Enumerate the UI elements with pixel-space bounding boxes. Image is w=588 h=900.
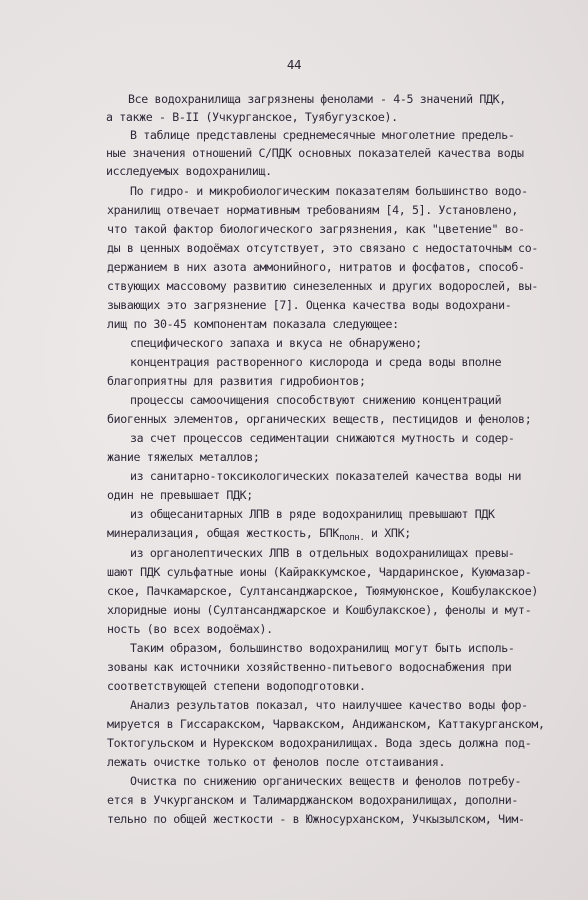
text-line: По гидро- и микробиологическим показателям большинство водо- xyxy=(130,184,528,198)
text-line: тельно по общей жесткости - в Южносурханском, Учкызылском, Чим- xyxy=(107,812,525,826)
text-line: за счет процессов седиментации снижаются мутность и содер- xyxy=(130,431,515,445)
text-line: благоприятны для развития гидробионтов; xyxy=(107,374,366,388)
text-line: соответствующей степени водоподготовки. xyxy=(107,679,366,693)
text-line: хлоридные ионы (Султансанджарское и Кошбулакское), фенолы и мут- xyxy=(107,603,532,617)
text-line: хранилищ отвечает нормативным требованиям [4, 5]. Установлено, xyxy=(107,203,519,217)
text-line: лежать очистке только от фенолов после отстаивания. xyxy=(107,755,446,769)
text-line: Все водохранилища загрязнены фенолами - 4-5 значений ПДК, xyxy=(128,92,506,106)
text-line: из органолептических ЛПВ в отдельных водохранилищах превы- xyxy=(130,546,515,560)
text-line: специфического запаха и вкуса не обнаружено; xyxy=(130,336,422,350)
text-line-with-subscript xyxy=(107,526,411,543)
text-line: из санитарно-токсикологических показателей качества воды ни xyxy=(130,469,522,483)
text-line: из общесанитарных ЛПВ в ряде водохранилищ превышают ПДК xyxy=(130,507,495,521)
text-line: Очистка по снижению органических веществ и фенолов потребу- xyxy=(130,774,522,788)
text-line: В таблице представлены среднемесячные многолетние предель- xyxy=(130,128,515,142)
text-line: ское, Пачкамарское, Султансанджарское, Тюямуюнское, Кошбулакское) xyxy=(107,584,538,598)
text-line: ные значения отношений С/ПДК основных показателей качества воды xyxy=(106,146,524,160)
page-number: 44 xyxy=(286,57,302,72)
text-line: Таким образом, большинство водохранилищ могут быть исполь- xyxy=(130,641,515,655)
text-line: а также - В-II (Учкурганское, Туябугузское). xyxy=(106,110,398,124)
text-line: зованы как источники хозяйственно-питьевого водоснабжения при xyxy=(107,660,512,674)
text-line: исследуемых водохранилищ. xyxy=(106,164,272,178)
text-line: Анализ результатов показал, что наилучшее качество воды фор- xyxy=(130,698,528,712)
text-line: Токтогульском и Нурекском водохранилищах. Вода здесь должна под- xyxy=(107,736,532,750)
text-line: ды в ценных водоёмах отсутствует, это связано с недостаточным со- xyxy=(107,241,538,255)
text-line: биогенных элементов, органических веществ, пестицидов и фенолов; xyxy=(107,412,532,426)
text-line: шают ПДК сульфатные ионы (Кайраккумское, Чардаринское, Куюмазар- xyxy=(107,565,532,579)
text-line: что такой фактор биологического загрязнения, как "цветение" во- xyxy=(107,222,525,236)
text-line: зывающих это загрязнение [7]. Оценка качества воды водохрани- xyxy=(107,298,512,312)
text-line: жание тяжелых металлов; xyxy=(107,450,260,464)
text-line: ствующих массовому развитию синезеленных и других водорослей, вы- xyxy=(107,279,538,293)
text-line: ность (во всех водоёмах). xyxy=(107,622,273,636)
text-segment: и ХПК; xyxy=(371,526,411,540)
text-line: процессы самоочищения способствуют снижению концентраций xyxy=(130,393,502,407)
text-line: держанием в них азота аммонийного, нитратов и фосфатов, способ- xyxy=(107,260,525,274)
text-line: ется в Учкурганском и Талимарджанском водохранилищах, дополни- xyxy=(107,793,519,807)
text-line: концентрация растворенного кислорода и среда воды вполне xyxy=(130,355,502,369)
text-line: один не превышает ПДК; xyxy=(107,488,253,502)
text-line: мируется в Гиссаракском, Чарвакском, Андижанском, Каттакурганском, xyxy=(107,717,545,731)
subscript: полн. xyxy=(339,533,365,543)
text-line: лищ по 30-45 компонентам показала следующее: xyxy=(107,317,399,331)
text-segment: минерализация, общая жесткость, БПК xyxy=(107,526,340,540)
